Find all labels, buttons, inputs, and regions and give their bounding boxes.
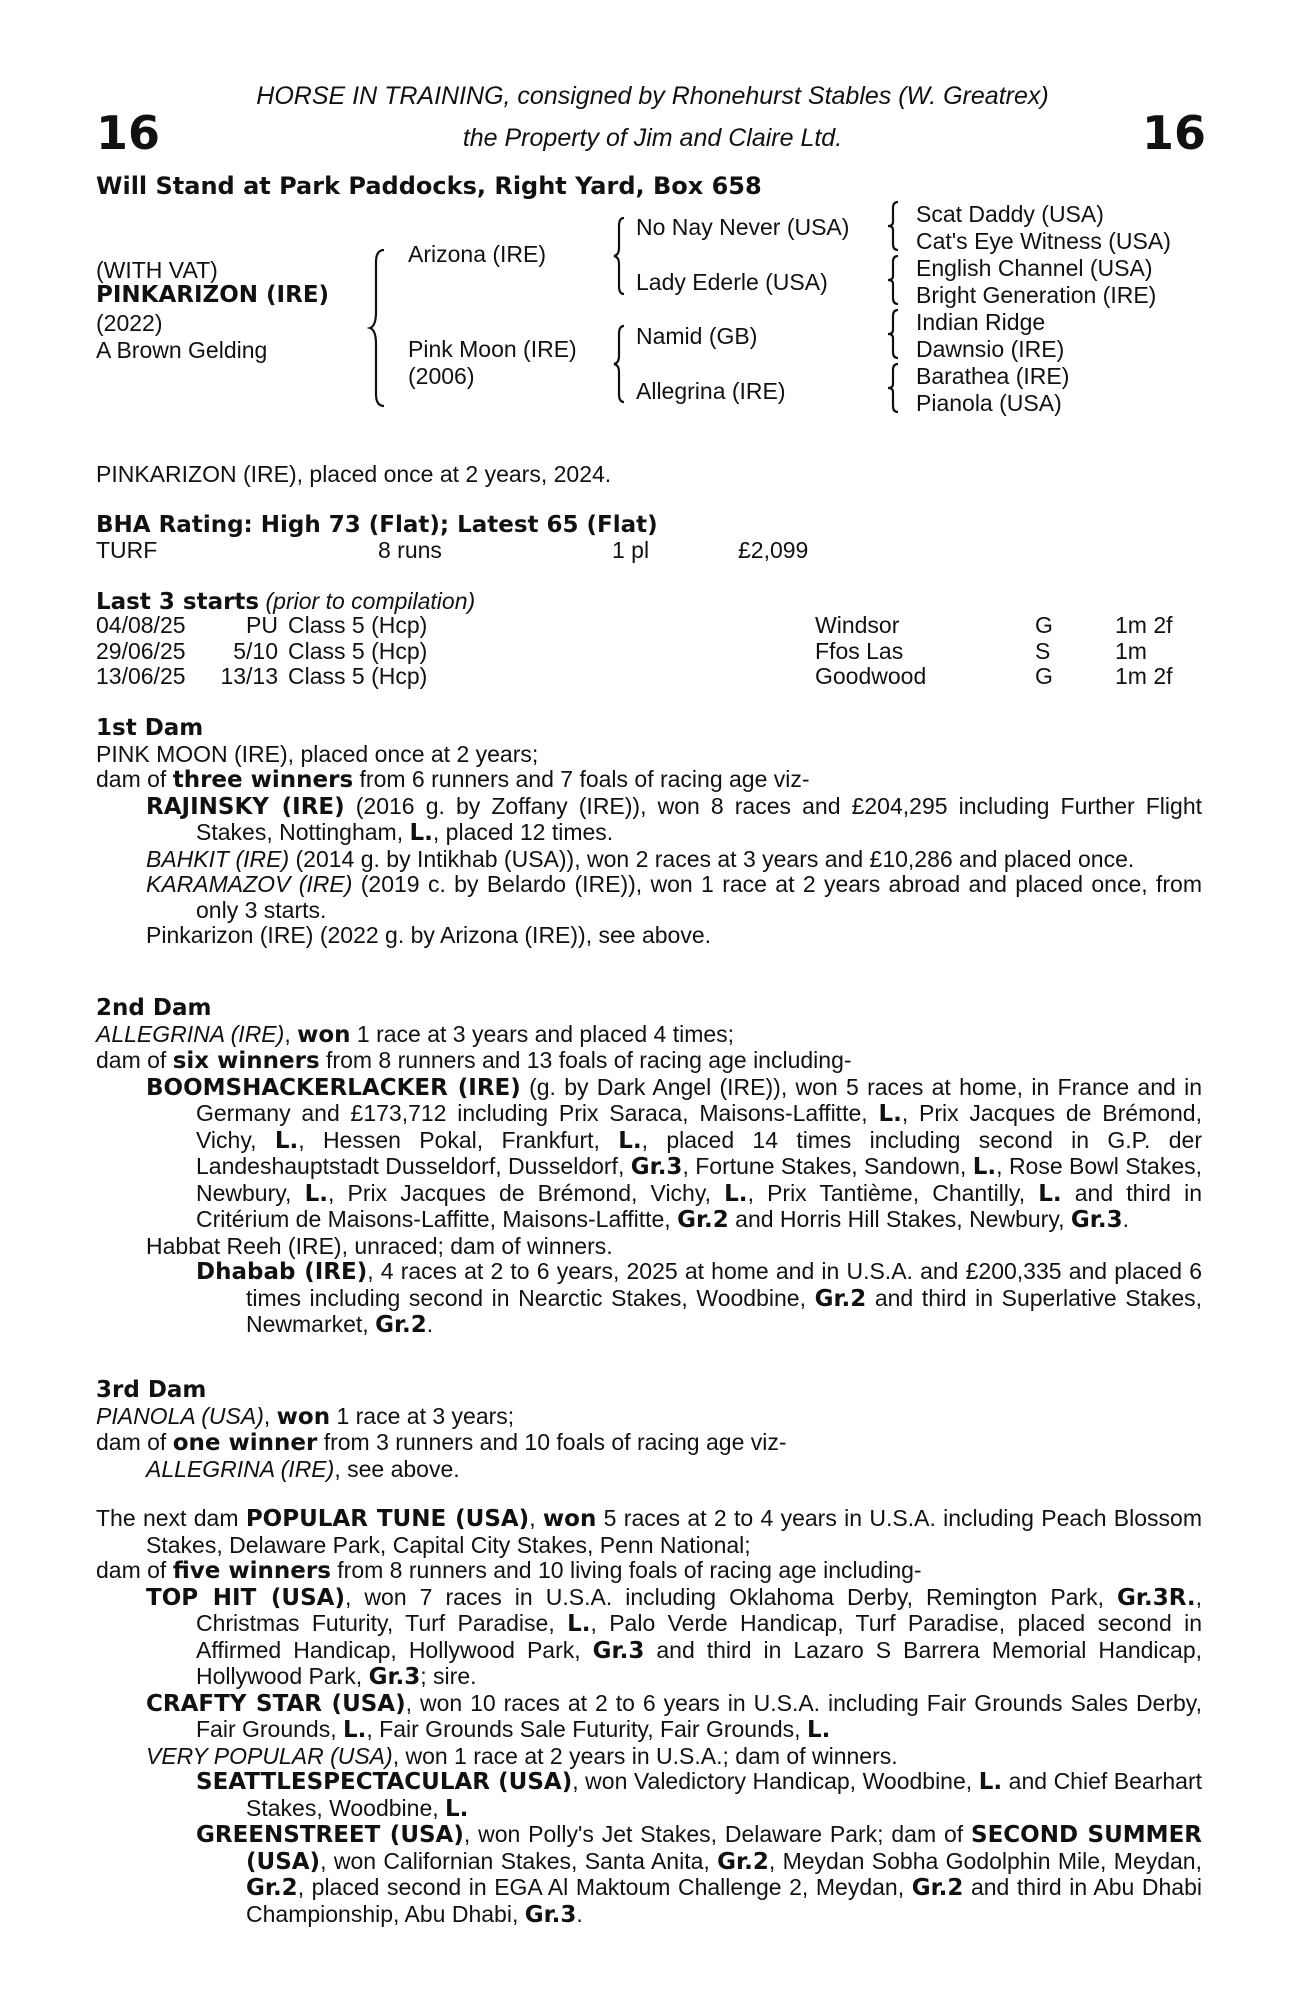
start-going: G (1035, 663, 1053, 689)
grandsire-5: Indian Ridge (916, 309, 1046, 335)
granddam-4: Bright Generation (IRE) (916, 282, 1157, 308)
start-going: S (1035, 637, 1051, 664)
granddam-2: Cat's Eye Witness (USA) (916, 228, 1171, 254)
grandsire-3: English Channel (USA) (916, 255, 1153, 281)
last-starts-title: Last 3 starts (96, 589, 260, 615)
start-course: Windsor (815, 612, 900, 638)
last-starts-table (96, 613, 1215, 690)
grandsire-7: Barathea (IRE) (916, 363, 1070, 389)
horse-name: PINKARIZON (IRE) (96, 282, 330, 308)
second-dam-line1: ALLEGRINA (IRE), won 1 race at 3 years and placed 4 times; (96, 1020, 735, 1048)
dam-brace (612, 324, 628, 404)
dam-year: (2006) (408, 363, 475, 389)
property-line: the Property of Jim and Claire Ltd. (462, 124, 843, 152)
horse-description: A Brown Gelding (96, 337, 268, 363)
start-course: Ffos Las (815, 637, 904, 664)
rating-runs: 8 runs (378, 537, 442, 563)
consignor-line: HORSE IN TRAINING, consigned by Rhonehurst Stables (W. Greatrex) (256, 82, 1049, 110)
start-cls: Class 5 (Hcp) (288, 637, 428, 664)
first-dam-line2: dam of three winners from 6 runners and 7 foals of racing age viz- (96, 766, 810, 793)
sire-brace (612, 216, 628, 296)
dam: Pink Moon (IRE) (408, 336, 577, 362)
offspring-very-popular: VERY POPULAR (USA), won 1 race at 2 years in U.S.A.; dam of winners. (146, 1742, 898, 1769)
start-row (96, 664, 1215, 690)
offspring-allegrina: ALLEGRINA (IRE), see above. (146, 1455, 460, 1482)
grandsire-1: Scat Daddy (USA) (916, 201, 1104, 227)
horse-year: (2022) (96, 310, 163, 336)
rating-placed: 1 pl (612, 537, 650, 563)
offspring-karamazov: KARAMAZOV (IRE) (2019 c. by Belardo (IRE)), won 1 race at 2 years abroad and placed once, from only 3 starts. (146, 871, 1202, 923)
sire-sire: No Nay Never (USA) (636, 214, 850, 240)
start-cls: Class 5 (Hcp) (288, 612, 428, 638)
start-date: 04/08/25 (96, 612, 186, 638)
start-date: 13/06/25 (96, 663, 186, 689)
offspring-top-hit: TOP HIT (USA), won 7 races in U.S.A. including Oklahoma Derby, Remington Park, Gr.3R., Christmas Futurity, Turf Paradise, L., Palo Verde Handicap, Turf Paradise, placed second in Affirmed Handicap, Hollywood Park, Gr.3 and third in Lazaro S Barrera Memorial Handicap, Hollywood Park, Gr.3; sire. (146, 1583, 1203, 1690)
third-dam-title: 3rd Dam (96, 1377, 207, 1403)
next-dam-line1: The next dam POPULAR TUNE (USA), won 5 races at 2 to 4 years in U.S.A. including Peach Blossom Stakes, Delaware Park, Capital City Stakes, Penn National; (96, 1505, 1202, 1558)
g-brace-3 (886, 308, 902, 360)
start-row (96, 639, 1215, 665)
sire-dam: Lady Ederle (USA) (636, 269, 828, 295)
rating-earnings: £2,099 (738, 537, 809, 563)
start-date: 29/06/25 (96, 637, 186, 664)
g-brace-1 (886, 200, 902, 252)
first-dam-line1: PINK MOON (IRE), placed once at 2 years; (96, 740, 539, 767)
start-dist: 1m 2f (1115, 612, 1173, 638)
start-course: Goodwood (815, 663, 927, 689)
start-pos: 13/13 (220, 663, 278, 689)
location-line: Will Stand at Park Paddocks, Right Yard, Box 658 (96, 172, 762, 200)
offspring-seattlespectacular: SEATTLESPECTACULAR (USA), won Valedictory Handicap, Woodbine, L. and Chief Bearhart Stakes, Woodbine, L. (196, 1768, 1203, 1822)
next-dam-section (96, 1506, 1202, 1928)
third-dam-line2: dam of one winner from 3 runners and 10 foals of racing age viz- (96, 1429, 787, 1456)
race-summary: PINKARIZON (IRE), placed once at 2 years, 2024. (96, 461, 612, 487)
offspring-bahkit: BAHKIT (IRE) (2014 g. by Intikhab (USA)), won 2 races at 3 years and £10,286 and placed once. (146, 845, 1135, 872)
lot-number-right: 16 (1142, 106, 1207, 160)
g-brace-4 (886, 362, 902, 414)
last-starts-note: (prior to compilation) (265, 588, 476, 614)
offspring-boomshackerlacker: BOOMSHACKERLACKER (IRE) (g. by Dark Angel (IRE)), won 5 races at home, in France and in Germany and £173,712 including Prix Saraca, Maisons-Laffitte, L., Prix Jacques de Brémond, Vichy, L., Hessen Pokal, Frankfurt, L., placed 14 times including second in G.P. der Landeshauptstadt Dusseldorf, Dusseldorf, Gr.3, Fortune Stakes, Sandown, L., Rose Bowl Stakes, Newbury, L., Prix Jacques de Brémond, Vichy, L., Prix Tantième, Chantilly, L. and third in Critérium de Maisons-Laffitte, Maisons-Laffitte, Gr.2 and Horris Hill Stakes, Newbury, Gr.3. (146, 1073, 1203, 1233)
dam-sire: Namid (GB) (636, 323, 758, 349)
start-pos: 5/10 (233, 637, 278, 664)
vat-note: (WITH VAT) (96, 257, 218, 283)
granddam-6: Dawnsio (IRE) (916, 336, 1065, 362)
second-dam-section (96, 996, 1202, 1339)
offspring-greenstreet: GREENSTREET (USA), won Polly's Jet Stakes, Delaware Park; dam of SECOND SUMMER (USA), won Californian Stakes, Santa Anita, Gr.2, Meydan Sobha Godolphin Mile, Meydan, Gr.2, placed second in EGA Al Maktoum Challenge 2, Meydan, Gr.2 and third in Abu Dhabi Championship, Abu Dhabi, Gr.3. (196, 1821, 1202, 1928)
granddam-8: Pianola (USA) (916, 390, 1062, 416)
rating-surface: TURF (96, 537, 158, 563)
first-dam-title: 1st Dam (96, 715, 204, 741)
start-pos: PU (246, 612, 278, 638)
start-cls: Class 5 (Hcp) (288, 663, 428, 689)
sire: Arizona (IRE) (408, 241, 547, 267)
second-dam-line2: dam of six winners from 8 runners and 13 foals of racing age including- (96, 1047, 852, 1074)
start-row (96, 613, 1215, 639)
offspring-dhabab: Dhabab (IRE), 4 races at 2 to 6 years, 2025 at home and in U.S.A. and £200,335 and placed 6 times including second in Nearctic Stakes, Woodbine, Gr.2 and third in Superlative Stakes, Newmarket, Gr.2. (196, 1258, 1202, 1338)
g-brace-2 (886, 254, 902, 306)
start-dist: 1m (1115, 637, 1147, 664)
offspring-rajinsky: RAJINSKY (IRE) (2016 g. by Zoffany (IRE)), won 8 races and £204,295 including Further Flight Stakes, Nottingham, L., placed 12 times. (146, 792, 1203, 846)
third-dam-section (96, 1378, 1202, 1482)
offspring-habbat-reeh: Habbat Reeh (IRE), unraced; dam of winners. (146, 1232, 613, 1259)
main-brace (368, 248, 388, 408)
bha-rating: BHA Rating: High 73 (Flat); Latest 65 (Flat) (96, 512, 658, 538)
offspring-pinkarizon: Pinkarizon (IRE) (2022 g. by Arizona (IRE)), see above. (146, 922, 712, 948)
second-dam-title: 2nd Dam (96, 995, 212, 1021)
first-dam-section (96, 716, 1202, 949)
start-going: G (1035, 612, 1053, 638)
next-dam-line2: dam of five winners from 8 runners and 10 living foals of racing age including- (96, 1557, 922, 1584)
lot-number-left: 16 (96, 106, 161, 160)
start-dist: 1m 2f (1115, 663, 1173, 689)
offspring-crafty-star: CRAFTY STAR (USA), won 10 races at 2 to 6 years in U.S.A. including Fair Grounds Sales Derby, Fair Grounds, L., Fair Grounds Sale Futurity, Fair Grounds, L. (146, 1689, 1202, 1743)
dam-dam: Allegrina (IRE) (636, 378, 786, 404)
third-dam-line1: PIANOLA (USA), won 1 race at 3 years; (96, 1402, 515, 1430)
